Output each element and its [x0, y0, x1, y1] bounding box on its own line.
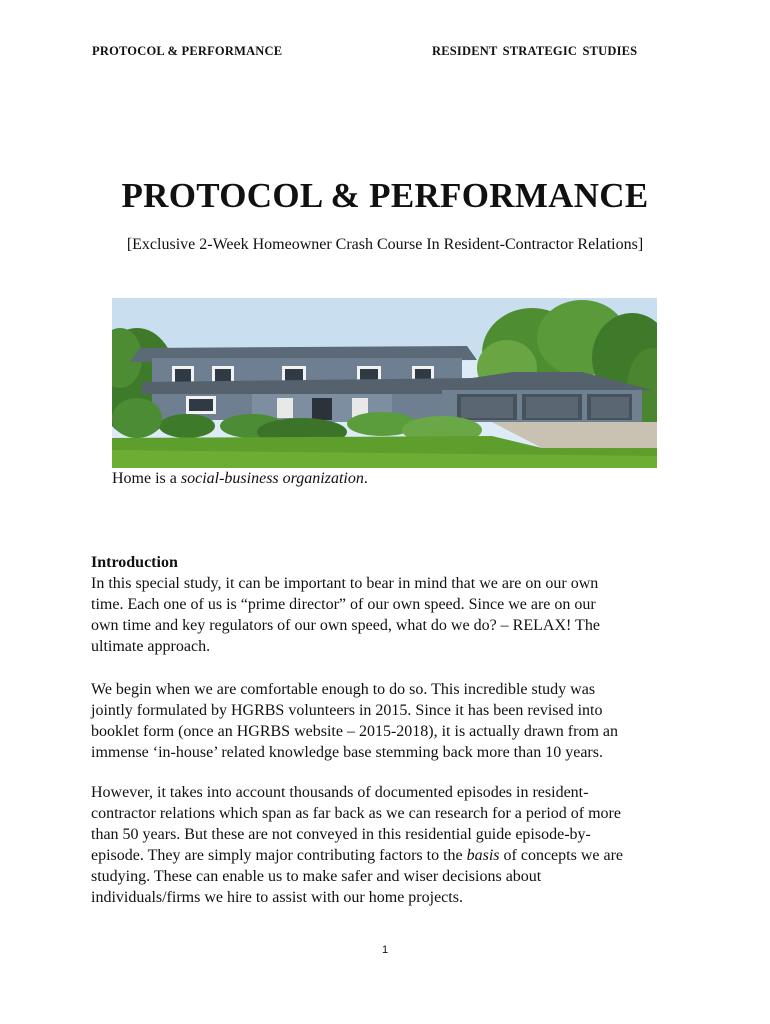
text-line: own time and key regulators of our own speed, what do we do? – RELAX! The	[91, 617, 600, 634]
running-header-left: PROTOCOL & PERFORMANCE	[92, 44, 283, 58]
house-photo	[112, 298, 657, 468]
page-number: 1	[381, 944, 389, 956]
paragraph-2	[91, 679, 691, 763]
running-header-right: RESIDENT STRATEGIC STUDIES	[432, 44, 638, 58]
text-line	[91, 845, 691, 866]
text-line: time. Each one of us is “prime director” of our own speed. Since we are on our	[91, 596, 596, 613]
caption-text: Home is a	[112, 470, 181, 487]
text-line: jointly formulated by HGRBS volunteers in 2015. Since it has been revised into	[91, 702, 603, 719]
text-line: ultimate approach.	[91, 638, 211, 655]
text-span: episode. They are simply major contributing factors to the	[91, 847, 467, 864]
figure-caption	[112, 470, 368, 488]
text-line: However, it takes into account thousands of documented episodes in resident-	[91, 784, 589, 801]
section-heading: Introduction	[91, 554, 178, 571]
text-span: of concepts we are	[499, 847, 624, 864]
document-subtitle: [Exclusive 2-Week Homeowner Crash Course In Resident-Contractor Relations]	[126, 236, 644, 253]
text-line: contractor relations which span as far back as we can research for a period of more	[91, 805, 621, 822]
caption-italic: social-business organization	[180, 470, 364, 487]
text-line: In this special study, it can be important to bear in mind that we are on our own	[91, 575, 599, 592]
text-line: studying. These can enable us to make safer and wiser decisions about	[91, 868, 542, 885]
caption-suffix: .	[363, 470, 368, 487]
text-line: than 50 years. But these are not conveyed in this residential guide episode-by-	[91, 826, 591, 843]
text-line: immense ‘in-house’ related knowledge base stemming back more than 10 years.	[91, 744, 603, 761]
paragraph-3	[91, 782, 691, 908]
document-title: PROTOCOL & PERFORMANCE	[121, 176, 649, 215]
text-line: individuals/firms we hire to assist with our home projects.	[91, 889, 463, 906]
text-line: booklet form (once an HGRBS website – 2015-2018), it is actually drawn from an	[91, 723, 618, 740]
text-line: We begin when we are comfortable enough to do so. This incredible study was	[91, 681, 596, 698]
italic-term: basis	[466, 847, 500, 864]
paragraph-1	[91, 573, 691, 657]
